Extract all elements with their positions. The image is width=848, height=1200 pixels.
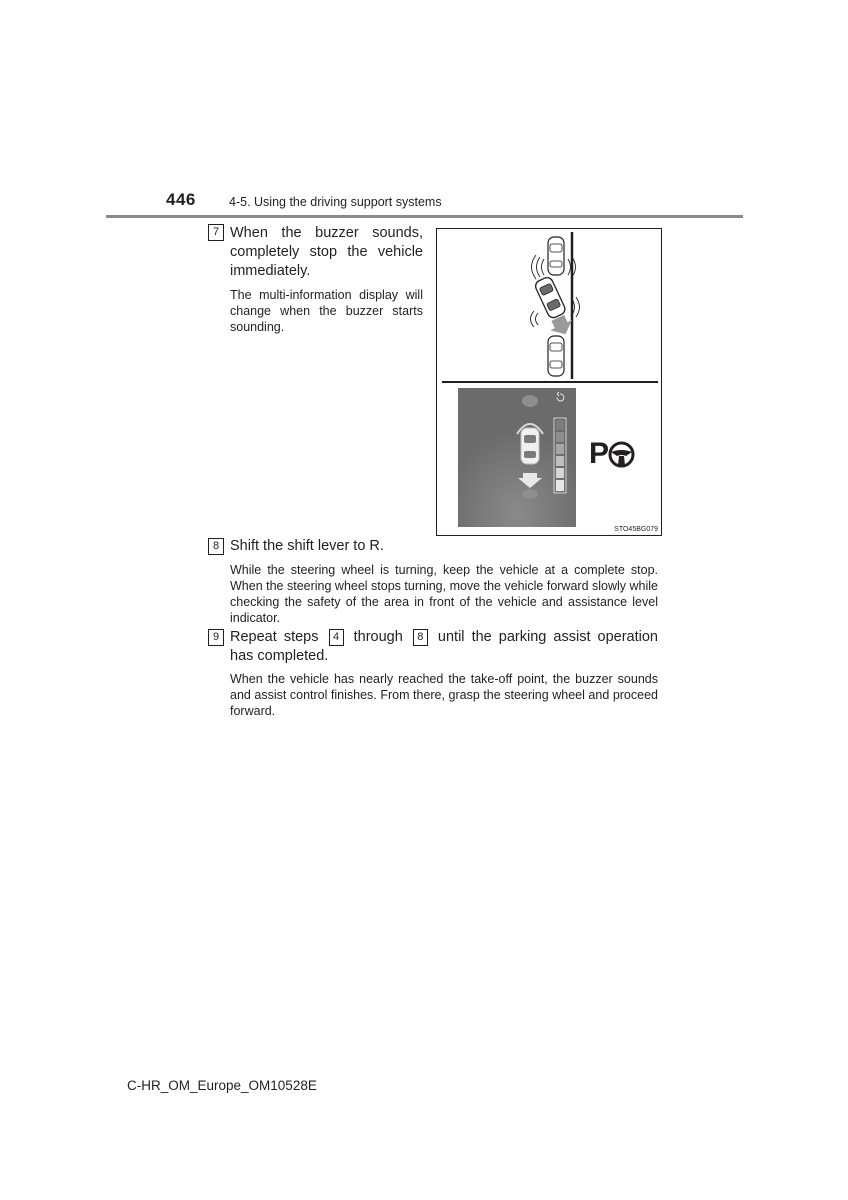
parked-car-front-icon bbox=[548, 237, 564, 275]
parked-car-rear-icon bbox=[548, 336, 564, 376]
step-8-note: While the steering wheel is turning, keep the vehicle at a complete stop. When the steering wheel stops turning, move the vehicle forward slowly while checking the safety of the area in front of the vehicle and assistance level indicator. bbox=[230, 563, 658, 625]
figure-code: STO45BG079 bbox=[614, 526, 658, 533]
step-ref-4-box: 4 bbox=[329, 629, 344, 646]
step-9-suffix: until the parking assist operation has completed. bbox=[230, 629, 658, 664]
top-view-diagram bbox=[437, 229, 663, 381]
step-7-instruction: When the buzzer sounds, completely stop the vehicle immediately. bbox=[230, 225, 423, 279]
steering-wheel-icon bbox=[608, 441, 635, 468]
step-7-note: The multi-information display will change when the buzzer starts sounding. bbox=[230, 288, 423, 334]
parking-assist-figure bbox=[436, 228, 662, 536]
parking-indicator bbox=[589, 437, 639, 471]
step-8-number-box: 8 bbox=[208, 538, 224, 555]
step-9-number-box: 9 bbox=[208, 629, 224, 646]
header-rule bbox=[106, 215, 743, 218]
step-8-instruction: Shift the shift lever to R. bbox=[230, 538, 384, 554]
vehicle-icon bbox=[517, 424, 543, 464]
figure-divider bbox=[442, 381, 658, 383]
step-9-note: When the vehicle has nearly reached the take-off point, the buzzer sounds and assist control finishes. From there, grasp the steering wheel and proceed forward. bbox=[230, 672, 658, 718]
section-title: 4-5. Using the driving support systems bbox=[229, 195, 442, 209]
step-9-prefix: Repeat steps bbox=[230, 629, 319, 645]
parking-indicator-letter: P bbox=[589, 437, 610, 470]
reversing-car-icon bbox=[534, 276, 567, 320]
obstacle-rear-icon bbox=[522, 489, 538, 499]
multi-information-display bbox=[458, 388, 576, 527]
obstacle-front-icon bbox=[522, 395, 538, 407]
step-ref-8-box: 8 bbox=[413, 629, 428, 646]
step-9-middle: through bbox=[353, 629, 403, 645]
footer-doc-code: C-HR_OM_Europe_OM10528E bbox=[127, 1078, 317, 1093]
page-number: 446 bbox=[166, 190, 196, 209]
step-7-number-box: 7 bbox=[208, 224, 224, 241]
display-graphics bbox=[458, 388, 576, 527]
step-9-instruction bbox=[230, 628, 658, 666]
